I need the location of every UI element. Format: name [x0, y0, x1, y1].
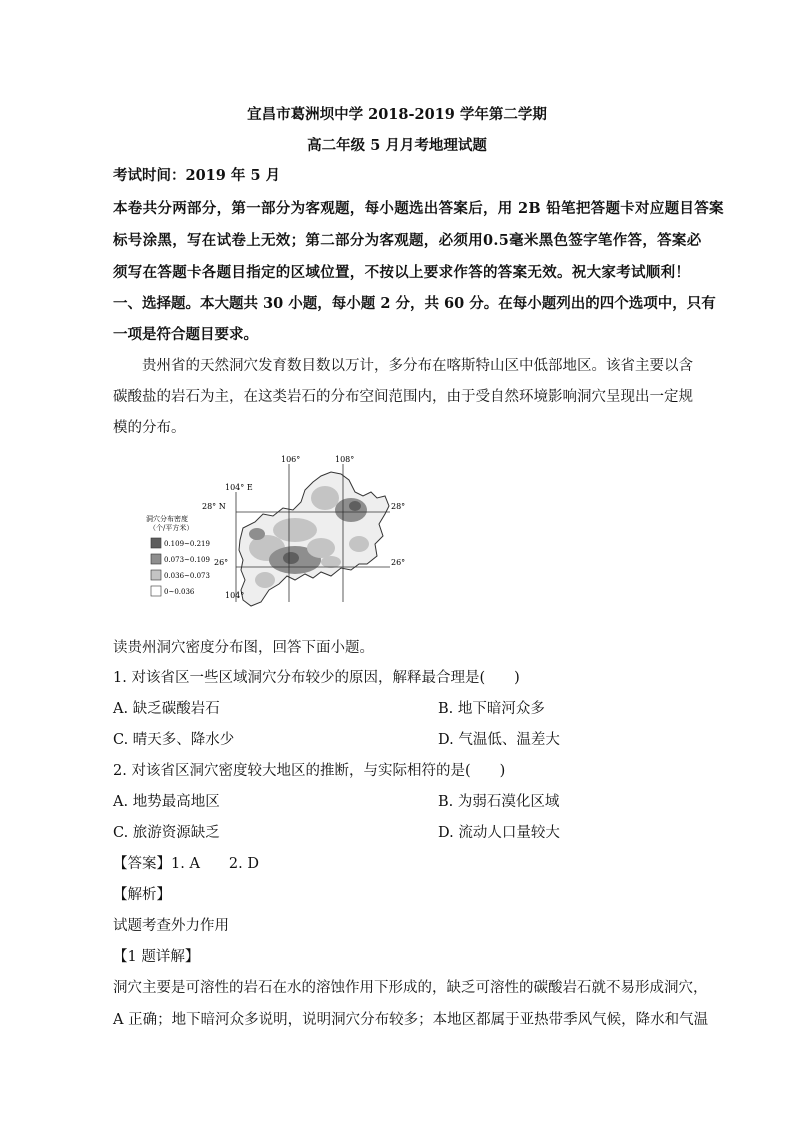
guizhou-cave-density-map — [145, 452, 415, 610]
question-1-option-b: B. 地下暗河众多 — [438, 701, 545, 717]
exam-time: 考试时间：2019 年 5 月 — [113, 167, 281, 184]
map-legend — [146, 514, 210, 596]
legend-label-2: 0.073~0.109 — [164, 556, 210, 564]
legend-title-1: 洞穴分布密度 — [146, 515, 188, 523]
instruction-line-3: 须写在答题卡各题目指定的区域位置，不按以上要求作答的答案无效。祝大家考试顺利！ — [113, 264, 691, 281]
legend-label-1: 0.109~0.219 — [164, 540, 210, 548]
legend-swatch-2 — [151, 554, 161, 564]
lon-label-108: 108° — [335, 455, 355, 464]
passage-line-1: 贵州省的天然洞穴发育数目数以万计，多分布在喀斯特山区中低部地区。该省主要以含 — [142, 358, 693, 374]
detail-label: 【1 题详解】 — [113, 949, 200, 965]
legend-label-4: 0~0.036 — [164, 588, 195, 596]
passage-line-3: 模的分布。 — [113, 420, 186, 436]
lat-label-28-right: 28° — [391, 502, 406, 511]
answer-line: 【答案】1. A 2. D — [113, 856, 259, 872]
section-heading-line-1: 一、选择题。本大题共 30 小题，每小题 2 分，共 60 分。在每小题列出的四个选项中，只有 — [113, 295, 716, 312]
question-1-stem: 1. 对该省区一些区域洞穴分布较少的原因，解释最合理是( ) — [113, 670, 520, 686]
question-1-option-c: C. 晴天多、降水少 — [113, 732, 235, 748]
question-1-option-d: D. 气温低、温差大 — [438, 732, 560, 748]
read-prompt: 读贵州洞穴密度分布图，回答下面小题。 — [113, 640, 374, 656]
lon-label-106: 106° — [281, 455, 301, 464]
question-1-option-a: A. 缺乏碳酸岩石 — [113, 701, 220, 717]
page-title-line2: 高二年级 5 月月考地理试题 — [307, 137, 487, 154]
question-2-option-d: D. 流动人口量较大 — [438, 825, 560, 841]
page-title-line1: 宜昌市葛洲坝中学 2018-2019 学年第二学期 — [247, 106, 547, 123]
question-2-option-c: C. 旅游资源缺乏 — [113, 825, 220, 841]
instruction-line-2: 标号涂黑，写在试卷上无效；第二部分为客观题，必须用0.5毫米黑色签字笔作答，答案必 — [113, 232, 702, 249]
analysis-topic: 试题考查外力作用 — [113, 918, 229, 934]
lat-label-28-left: 28° N — [202, 502, 226, 511]
question-2-option-b: B. 为弱石漠化区域 — [438, 794, 560, 810]
legend-title-2: （个/平方米） — [149, 524, 194, 532]
passage-line-2: 碳酸盐的岩石为主，在这类岩石的分布空间范围内，由于受自然环境影响洞穴呈现出一定规 — [113, 389, 693, 405]
lat-label-26-right: 26° — [391, 558, 406, 567]
legend-swatch-4 — [151, 586, 161, 596]
legend-swatch-1 — [151, 538, 161, 548]
section-heading-line-2: 一项是符合题目要求。 — [113, 326, 258, 343]
detail-line-1: 洞穴主要是可溶性的岩石在水的溶蚀作用下形成的，缺乏可溶性的碳酸岩石就不易形成洞穴， — [113, 980, 708, 996]
lat-label-26-left: 26° — [214, 558, 229, 567]
analysis-label: 【解析】 — [113, 887, 171, 903]
question-2-option-a: A. 地势最高地区 — [113, 794, 220, 810]
detail-line-2: A 正确；地下暗河众多说明，说明洞穴分布较多；本地区都属于亚热带季风气候，降水和气温 — [113, 1012, 709, 1028]
lon-label-104-bottom: 104° — [225, 591, 245, 600]
question-2-stem: 2. 对该省区洞穴密度较大地区的推断，与实际相符的是( ) — [113, 763, 506, 779]
legend-swatch-3 — [151, 570, 161, 580]
lon-label-104-top: 104° E — [225, 483, 253, 492]
instruction-line-1: 本卷共分两部分，第一部分为客观题，每小题选出答案后，用 2B 铅笔把答题卡对应题目答案 — [113, 200, 724, 217]
legend-label-3: 0.036~0.073 — [164, 572, 210, 580]
